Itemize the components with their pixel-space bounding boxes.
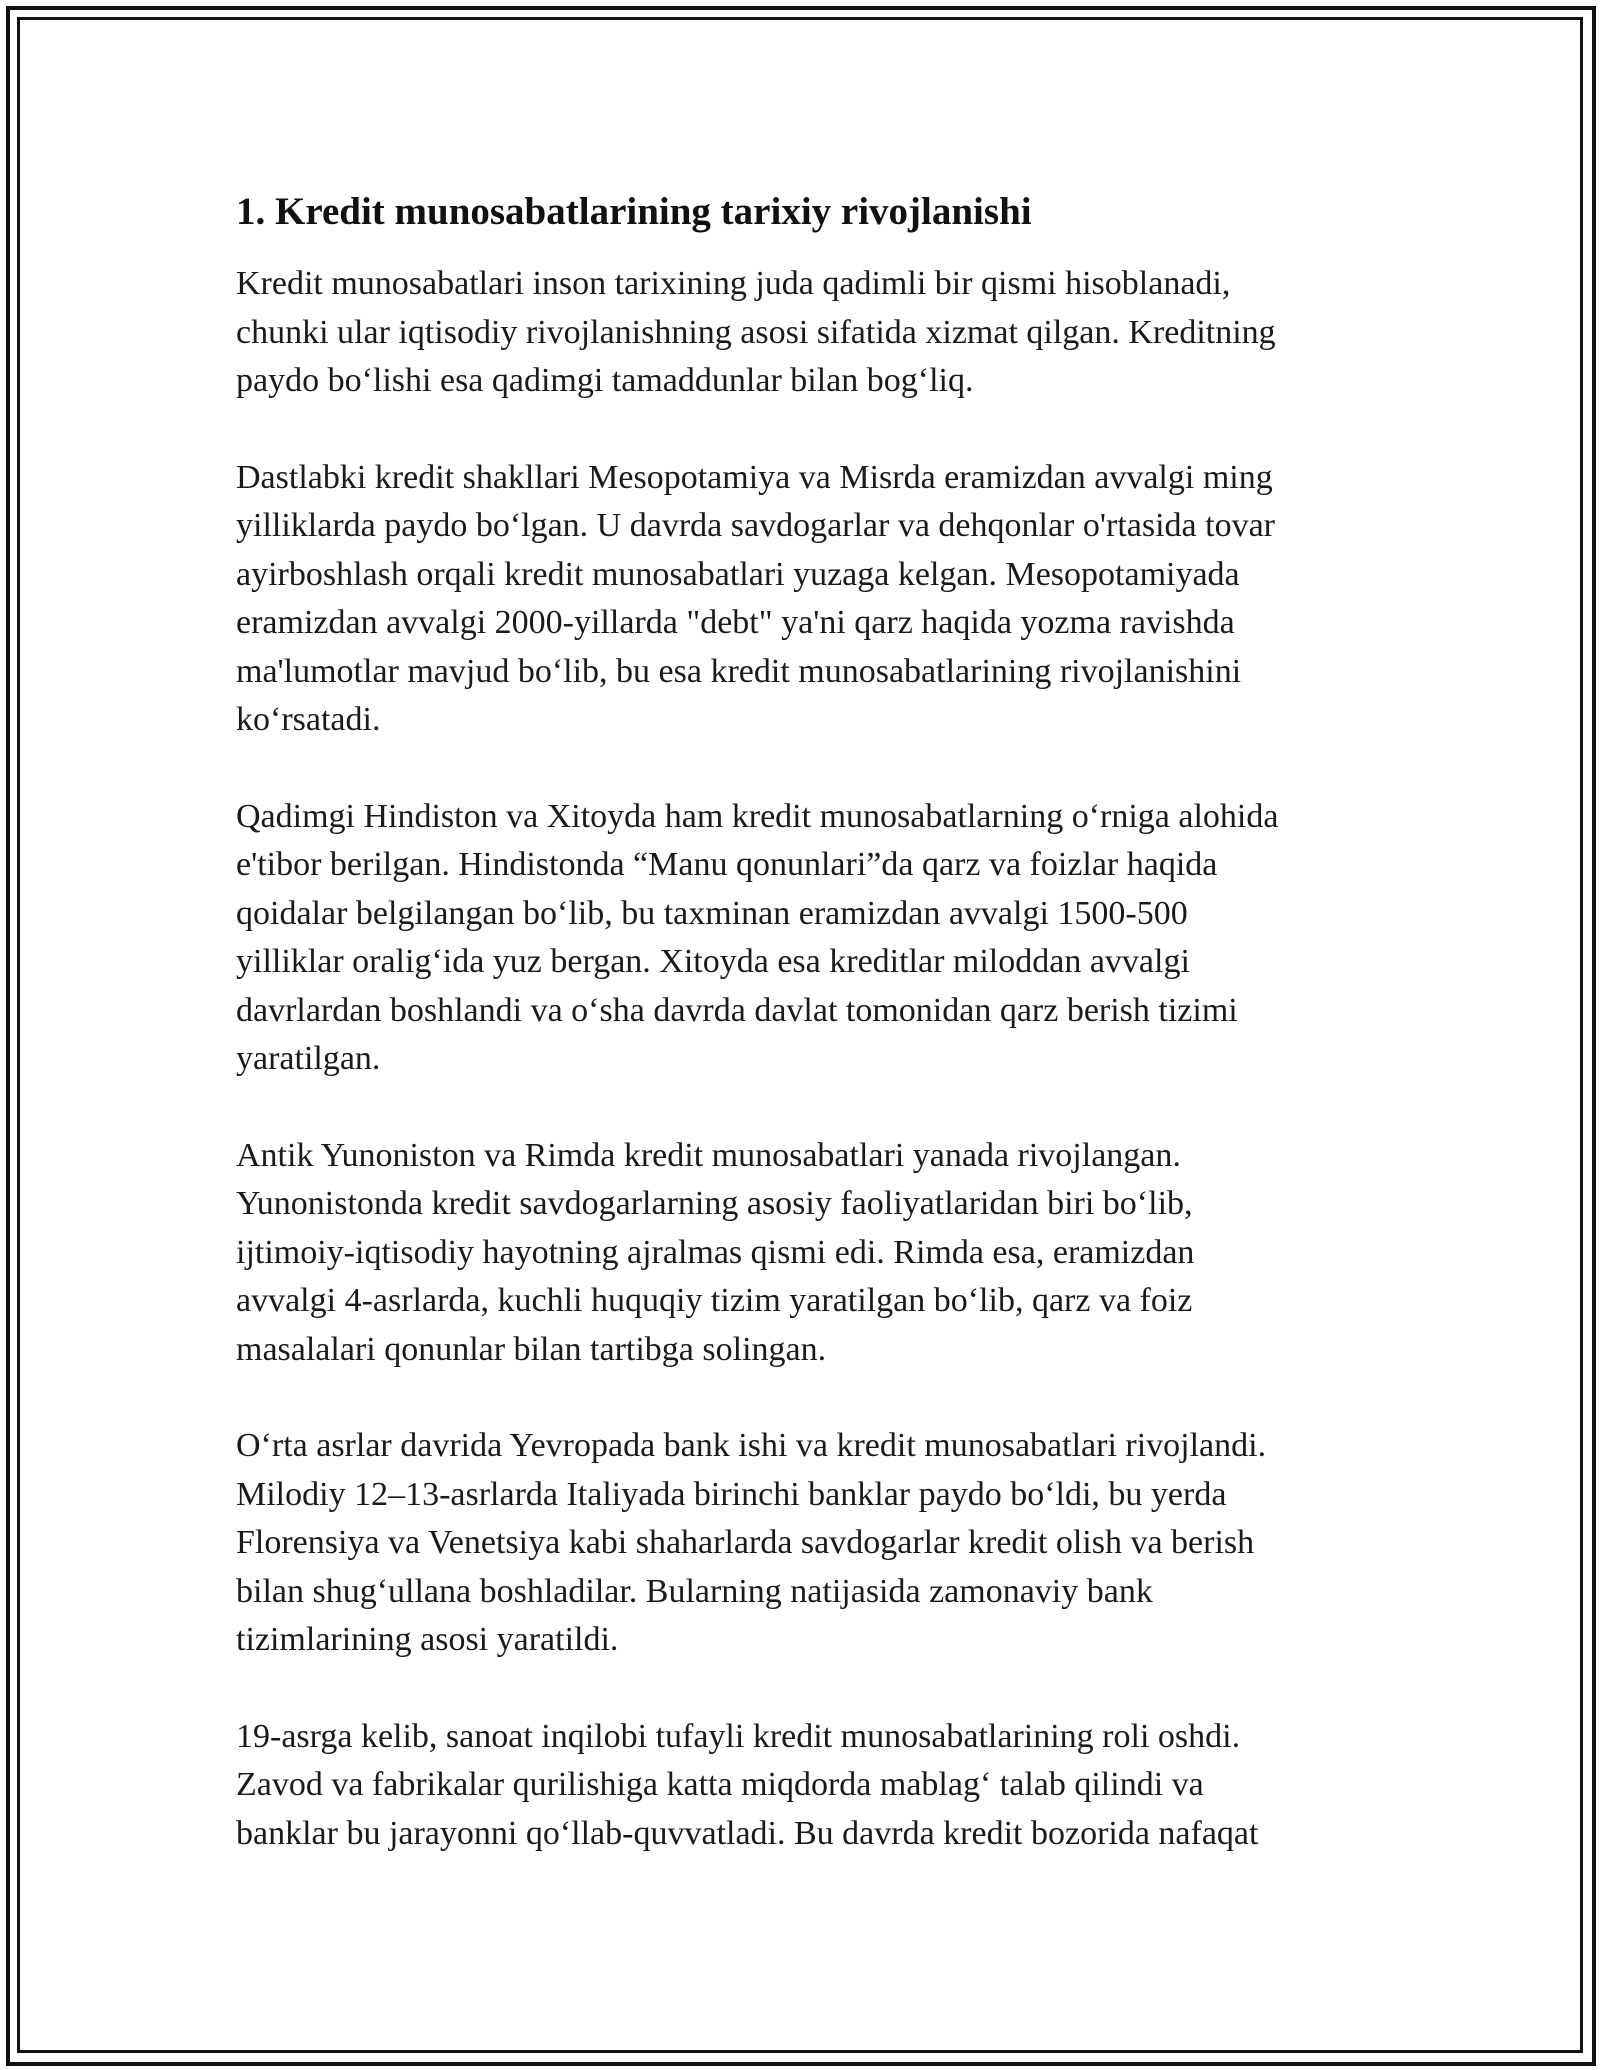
document-body <box>236 186 1416 1906</box>
paragraph-india-china: Qadimgi Hindiston va Xitoyda ham kredit munosabatlarning o‘rniga alohida e'tibor berilgan. Hindistonda “Manu qonunlari”da qarz va foizlar haqida qoidalar belgilangan bo‘lib, bu taxminan eramizdan avvalgi 1500-500 yilliklar oralig‘ida yuz bergan. Xitoyda esa kreditlar miloddan avvalgi davrlardan boshlandi va o‘sha davrda davlat tomonidan qarz berish tizimi yaratilgan. <box>236 797 1279 1077</box>
section-heading: 1. Kredit munosabatlarining tarixiy rivojlanishi <box>236 190 1032 233</box>
paragraph-middle-ages: O‘rta asrlar davrida Yevropada bank ishi va kredit munosabatlari rivojlandi. Milodiy 12–13-asrlarda Italiyada birinchi banklar paydo bo‘ldi, bu yerda Florensiya va Venetsiya kabi shaharlarda savdogarlar kredit olish va berish bilan shug‘ullana boshladilar. Bularning natijasida zamonaviy bank tizimlarining asosi yaratildi. <box>236 1427 1267 1658</box>
paragraph-mesopotamia-egypt: Dastlabki kredit shakllari Mesopotamiya va Misrda eramizdan avvalgi ming yilliklarda paydo bo‘lgan. U davrda savdogarlar va dehqonlar o'rtasida tovar ayirboshlash orqali kredit munosabatlari yuzaga kelgan. Mesopotamiyada eramizdan avvalgi 2000-yillarda "debt" ya'ni qarz haqida yozma ravishda ma'lumotlar mavjud bo‘lib, bu esa kredit munosabatlarining rivojlanishini ko‘rsatadi. <box>236 458 1275 738</box>
paragraph-intro: Kredit munosabatlari inson tarixining juda qadimli bir qismi hisoblanadi, chunki ular iqtisodiy rivojlanishning asosi sifatida xizmat qilgan. Kreditning paydo bo‘lishi esa qadimgi tamaddunlar bilan bog‘liq. <box>236 265 1276 399</box>
paragraph-greece-rome: Antik Yunoniston va Rimda kredit munosabatlari yanada rivojlangan. Yunonistonda kredit savdogarlarning asosiy faoliyatlaridan biri bo‘lib, ijtimoiy-iqtisodiy hayotning ajralmas qismi edi. Rimda esa, eramizdan avvalgi 4-asrlarda, kuchli huquqiy tizim yaratilgan bo‘lib, qarz va foiz masalalari qonunlar bilan tartibga solingan. <box>236 1136 1195 1368</box>
paragraph-19th-century: 19-asrga kelib, sanoat inqilobi tufayli kredit munosabatlarining roli oshdi. Zavod va fabrikalar qurilishiga katta miqdorda mablag‘ talab qilindi va banklar bu jarayonni qo‘llab-quvvatladi. Bu davrda kredit bozorida nafaqat <box>236 1717 1259 1852</box>
